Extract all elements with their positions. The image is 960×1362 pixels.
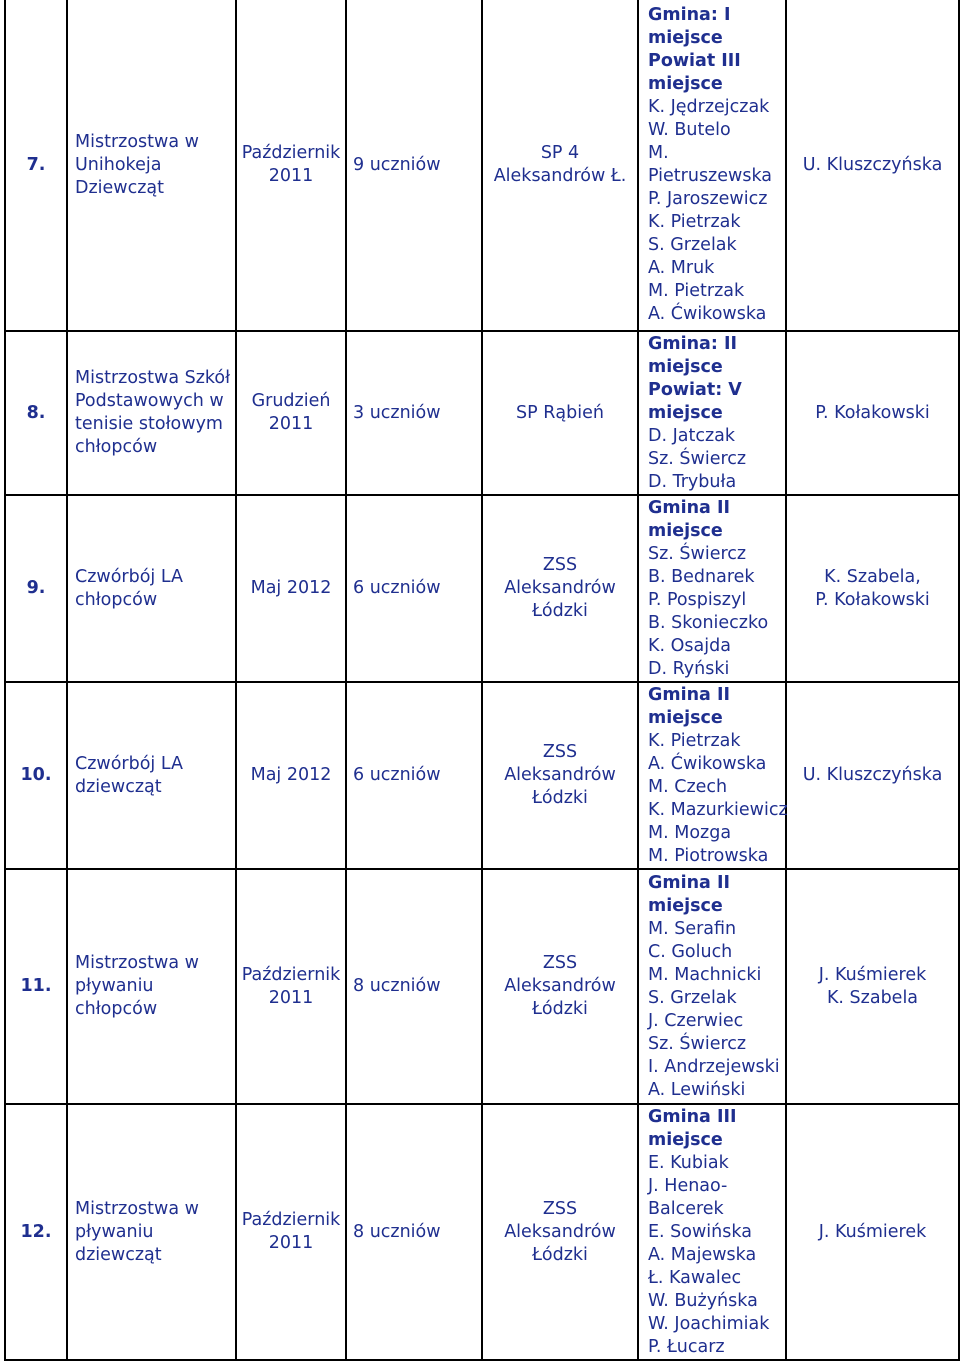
event-venue-line: Aleksandrów <box>504 1221 616 1242</box>
student-name: A. Ćwikowska <box>648 753 767 774</box>
event-venue-line: Łódzki <box>532 1244 588 1265</box>
event-name-line: Mistrzostwa w <box>75 1198 199 1219</box>
participants-count-line: 3 uczniów <box>353 402 441 423</box>
result-heading: miejsce <box>648 356 723 377</box>
event-name-line: Podstawowych w <box>75 391 224 411</box>
event-name-line: chłopców <box>75 589 158 610</box>
teacher-name-line: K. Szabela, <box>824 566 921 587</box>
teacher-name-cell <box>787 496 958 681</box>
student-name: B. Bednarek <box>648 566 755 587</box>
row-number: 12. <box>20 1221 52 1242</box>
participants-count-cell <box>347 683 481 868</box>
event-venue-line: Łódzki <box>532 601 588 621</box>
event-name-line: dziewcząt <box>75 776 162 797</box>
result-heading: Gmina: I <box>648 5 731 25</box>
event-venue-line: Aleksandrów <box>504 976 616 996</box>
student-name: Ł. Kawalec <box>648 1267 742 1288</box>
results-list-cell <box>639 0 785 330</box>
participants-count-cell <box>347 1105 481 1359</box>
result-heading: Powiat: V <box>648 379 742 400</box>
student-name: W. Joachimiak <box>648 1313 770 1334</box>
event-date-line: Maj 2012 <box>250 578 332 598</box>
result-heading: Gmina II <box>648 872 730 893</box>
student-name: M. Mozga <box>648 822 732 843</box>
event-name-line: Mistrzostwa Szkół <box>75 368 231 388</box>
student-name: J. Czerwiec <box>648 1010 744 1031</box>
event-name-line: Czwórbój LA <box>75 753 183 774</box>
result-heading: miejsce <box>648 895 723 916</box>
student-name: K. Mazurkiewicz <box>648 799 788 820</box>
results-list-cell <box>639 496 785 681</box>
student-name: D. Ryński <box>648 658 730 679</box>
event-name-cell <box>68 332 235 494</box>
teacher-name-line: J. Kuśmierek <box>818 964 927 985</box>
student-name: J. Henao- <box>648 1175 728 1196</box>
event-venue-cell <box>483 870 637 1103</box>
event-venue-line: SP 4 <box>540 143 580 163</box>
event-date-line: 2011 <box>268 1233 314 1253</box>
results-list-cell <box>639 683 788 868</box>
participants-count-cell <box>347 332 481 494</box>
teacher-name-line: U. Kluszczyńska <box>802 154 943 175</box>
student-name: M. Pietrzak <box>648 281 745 301</box>
event-name-line: tenisie stołowym <box>75 414 223 434</box>
event-name-line: chłopców <box>75 437 158 457</box>
event-name-line: Mistrzostwa w <box>75 131 199 152</box>
student-name: Sz. Świercz <box>648 1033 747 1054</box>
event-venue-line: ZSS <box>542 1198 578 1219</box>
student-name: M. Czech <box>648 776 728 797</box>
row-number: 10. <box>20 765 52 785</box>
teacher-name-line: P. Kołakowski <box>815 589 930 610</box>
event-date-line: Październik <box>241 1210 341 1230</box>
event-name-line: Mistrzostwa w <box>75 953 199 973</box>
student-name: M. Machnicki <box>648 964 762 985</box>
student-name: Sz. Świercz <box>648 543 747 564</box>
student-name: W. Butelo <box>648 120 731 140</box>
teacher-name-cell <box>787 870 958 1103</box>
participants-count-line: 8 uczniów <box>353 976 441 996</box>
event-name-line: Czwórbój LA <box>75 566 183 587</box>
result-heading: miejsce <box>648 74 723 94</box>
teacher-name-line: P. Kołakowski <box>815 402 930 423</box>
event-date-line: Grudzień <box>251 391 331 411</box>
event-venue-cell <box>483 332 637 494</box>
event-venue-line: Aleksandrów <box>504 578 616 598</box>
participants-count-line: 6 uczniów <box>353 765 441 785</box>
student-name: A. Lewiński <box>648 1079 746 1100</box>
event-venue-cell <box>483 683 637 868</box>
teacher-name-cell <box>787 332 958 494</box>
event-name-line: dziewcząt <box>75 1244 162 1265</box>
student-name: S. Grzelak <box>648 235 737 255</box>
student-name: A. Majewska <box>648 1244 757 1265</box>
event-name-cell <box>68 870 235 1103</box>
event-date-cell <box>237 683 345 868</box>
event-name-line: chłopców <box>75 999 158 1019</box>
student-name: A. Ćwikowska <box>648 304 767 324</box>
event-name-line: pływaniu <box>75 1221 154 1242</box>
event-name-cell <box>68 496 235 681</box>
result-heading: Gmina II <box>648 497 730 518</box>
event-name-cell <box>68 683 235 868</box>
result-heading: miejsce <box>648 1129 723 1150</box>
event-venue-cell <box>483 1105 637 1359</box>
row-number-cell <box>6 683 66 868</box>
row-number: 9. <box>26 578 46 598</box>
teacher-name-cell <box>787 683 958 868</box>
event-date-line: 2011 <box>268 414 314 434</box>
event-date-cell <box>237 332 345 494</box>
student-name: E. Sowińska <box>648 1221 752 1242</box>
student-name: B. Skonieczko <box>648 612 769 633</box>
event-date-cell <box>237 1105 345 1359</box>
participants-count-cell <box>347 870 481 1103</box>
student-name: M. <box>648 143 669 163</box>
student-name: Balcerek <box>648 1198 724 1219</box>
result-heading: miejsce <box>648 28 723 48</box>
student-name: S. Grzelak <box>648 987 737 1008</box>
row-number-cell <box>6 332 66 494</box>
event-date-line: Maj 2012 <box>250 765 332 785</box>
event-date-cell <box>237 870 345 1103</box>
student-name: M. Serafin <box>648 918 737 939</box>
results-list-cell <box>639 870 785 1103</box>
teacher-name-line: J. Kuśmierek <box>818 1221 927 1242</box>
event-date-line: 2011 <box>268 987 314 1008</box>
result-heading: miejsce <box>648 520 723 541</box>
row-number: 11. <box>20 976 52 996</box>
student-name: K. Osajda <box>648 635 731 656</box>
event-name-line: Unihokeja <box>75 154 162 175</box>
result-heading: Gmina III <box>648 1106 737 1127</box>
student-name: D. Jatczak <box>648 425 736 446</box>
student-name: M. Piotrowska <box>648 845 769 866</box>
event-venue-line: ZSS <box>542 555 578 575</box>
student-name: Sz. Świercz <box>648 448 747 469</box>
results-list-cell <box>639 332 785 494</box>
event-venue-line: Łódzki <box>532 788 588 808</box>
teacher-name-cell <box>787 0 958 330</box>
event-venue-cell <box>483 0 637 330</box>
row-number-cell <box>6 1105 66 1359</box>
row-number-cell <box>6 870 66 1103</box>
student-name: E. Kubiak <box>648 1152 729 1173</box>
event-date-cell <box>237 0 345 330</box>
results-list-cell <box>639 1105 785 1359</box>
result-heading: Gmina: II <box>648 333 737 354</box>
student-name: P. Pospiszyl <box>648 589 747 610</box>
student-name: K. Pietrzak <box>648 730 741 751</box>
participants-count-cell <box>347 496 481 681</box>
participants-count-line: 6 uczniów <box>353 578 441 598</box>
student-name: K. Jędrzejczak <box>648 97 770 117</box>
event-venue-line: ZSS <box>542 953 578 973</box>
student-name: P. Jaroszewicz <box>648 189 768 209</box>
event-name-cell <box>68 0 235 330</box>
event-venue-line: SP Rąbień <box>516 402 604 423</box>
student-name: D. Trybuła <box>648 471 737 492</box>
result-heading: miejsce <box>648 402 723 423</box>
result-heading: Gmina II <box>648 684 730 705</box>
event-date-line: 2011 <box>268 166 314 186</box>
student-name: K. Pietrzak <box>648 212 741 232</box>
event-name-cell <box>68 1105 235 1359</box>
event-venue-cell <box>483 496 637 681</box>
event-name-line: Dziewcząt <box>75 177 164 198</box>
event-date-line: Październik <box>241 143 341 163</box>
student-name: I. Andrzejewski <box>648 1056 780 1077</box>
event-venue-line: Łódzki <box>532 999 588 1019</box>
event-venue-line: Aleksandrów <box>504 765 616 785</box>
participants-count-line: 9 uczniów <box>353 154 441 175</box>
student-name: W. Bużyńska <box>648 1290 758 1311</box>
row-number: 7. <box>26 154 46 175</box>
student-name: A. Mruk <box>648 258 715 278</box>
event-date-cell <box>237 496 345 681</box>
event-name-line: pływaniu <box>75 976 154 996</box>
result-heading: miejsce <box>648 707 723 728</box>
row-number-cell <box>6 0 66 330</box>
participants-count-line: 8 uczniów <box>353 1221 441 1242</box>
participants-count-cell <box>347 0 481 330</box>
teacher-name-line: K. Szabela <box>826 987 919 1008</box>
student-name: Pietruszewska <box>648 166 772 186</box>
teacher-name-cell <box>787 1105 958 1359</box>
teacher-name-line: U. Kluszczyńska <box>802 765 943 785</box>
result-heading: Powiat III <box>648 51 741 71</box>
event-date-line: Październik <box>241 964 341 985</box>
student-name: C. Goluch <box>648 941 733 962</box>
student-name: P. Łucarz <box>648 1336 725 1357</box>
row-number: 8. <box>26 402 46 423</box>
event-venue-line: ZSS <box>542 742 578 762</box>
event-venue-line: Aleksandrów Ł. <box>493 166 627 186</box>
row-number-cell <box>6 496 66 681</box>
